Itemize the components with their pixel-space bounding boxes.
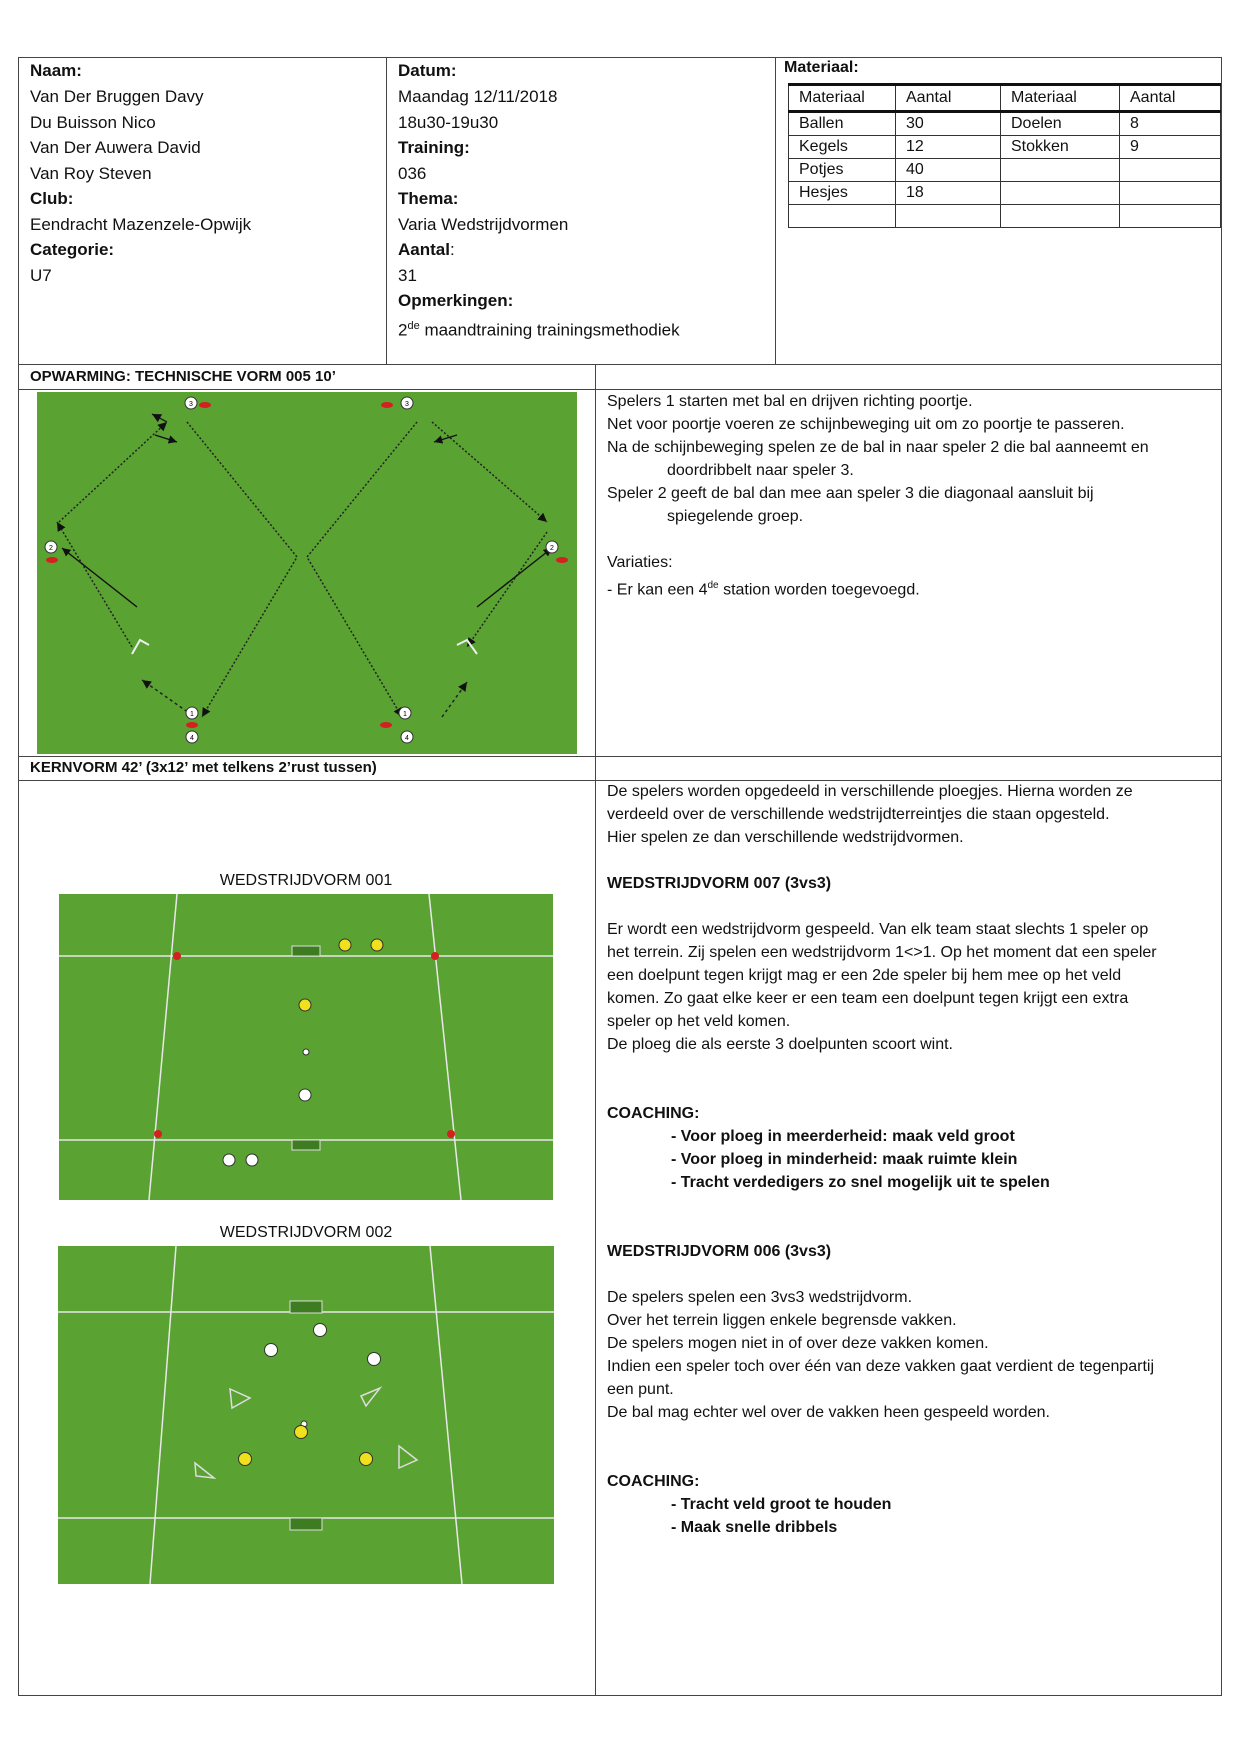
wedstrijdvorm-001-diagram bbox=[59, 894, 553, 1200]
cone bbox=[447, 1130, 455, 1138]
dribble-line bbox=[467, 532, 547, 647]
opwarming-diagram bbox=[37, 392, 577, 754]
zone-triangle bbox=[230, 1389, 250, 1408]
goal bbox=[292, 946, 320, 956]
player-white bbox=[368, 1353, 381, 1366]
dribble-paths bbox=[57, 414, 547, 717]
field-lines bbox=[59, 894, 553, 1200]
desc-line: De spelers spelen een 3vs3 wedstrijdvorm. bbox=[607, 1289, 913, 1306]
grid-line bbox=[18, 57, 19, 1696]
aantal-colon: : bbox=[449, 240, 455, 259]
training-label: Training: bbox=[398, 138, 470, 157]
player-white bbox=[265, 1344, 278, 1357]
coaching-item: - Voor ploeg in meerderheid: maak veld groot bbox=[671, 1128, 1015, 1145]
player-yellow bbox=[371, 939, 383, 951]
fig1-caption: WEDSTRIJDVORM 001 bbox=[219, 872, 393, 889]
player-label: 3 bbox=[405, 401, 409, 408]
desc-line: Over het terrein liggen enkele begrensde vakken. bbox=[607, 1312, 957, 1329]
variatie-line: - Er kan een 4de station worden toegevoegd. bbox=[607, 580, 920, 599]
cone bbox=[173, 952, 181, 960]
player-label: 1 bbox=[403, 711, 407, 718]
grid-line bbox=[18, 57, 1222, 58]
variaties-label: Variaties: bbox=[607, 554, 673, 571]
wv001-field-svg bbox=[59, 894, 553, 1200]
categorie-label: Categorie: bbox=[30, 240, 115, 259]
grid-line bbox=[386, 57, 387, 364]
aantal-value: 31 bbox=[398, 266, 417, 285]
thema-label: Thema: bbox=[398, 189, 459, 208]
desc-line: Hier spelen ze dan verschillende wedstrijdvormen. bbox=[607, 829, 964, 846]
zone-triangle bbox=[399, 1446, 417, 1468]
datum-value: Maandag 12/11/2018 bbox=[398, 87, 558, 106]
aantal-line bbox=[398, 237, 455, 263]
tijd-value: 18u30-19u30 bbox=[398, 113, 499, 132]
desc-line: Er wordt een wedstrijdvorm gespeeld. Van elk team staat slechts 1 speler op bbox=[607, 921, 1149, 938]
cone bbox=[381, 402, 393, 408]
field-line bbox=[429, 894, 461, 1200]
dribble-line bbox=[59, 422, 167, 522]
player-white bbox=[314, 1324, 327, 1337]
coaching-label: COACHING: bbox=[607, 1473, 700, 1490]
desc-line: het terrein. Zij spelen een wedstrijdvorm 1<>1. Op het moment dat een speler bbox=[607, 944, 1157, 961]
player-yellow bbox=[360, 1453, 373, 1466]
cone bbox=[46, 557, 58, 563]
ball bbox=[303, 1049, 309, 1055]
kernvorm-description bbox=[607, 780, 1157, 1539]
name-1: Van Der Bruggen Davy bbox=[30, 87, 204, 106]
opwarming-description bbox=[607, 390, 1149, 601]
player-white bbox=[299, 1089, 311, 1101]
desc-line: Speler 2 geeft de bal dan mee aan speler 3 die diagonaal aansluit bij bbox=[607, 485, 1094, 502]
wedstrijdvorm-002-diagram bbox=[58, 1246, 554, 1584]
desc-line: een punt. bbox=[607, 1381, 674, 1398]
desc-line: De ploeg die als eerste 3 doelpunten scoort wint. bbox=[607, 1036, 953, 1053]
field-lines bbox=[58, 1246, 554, 1584]
desc-line: spiegelende groep. bbox=[667, 508, 804, 525]
name-3: Van Der Auwera David bbox=[30, 138, 201, 157]
pass-line bbox=[155, 435, 177, 442]
player-yellow bbox=[339, 939, 351, 951]
wv007-title: WEDSTRIJDVORM 007 (3vs3) bbox=[607, 875, 832, 892]
grid-line bbox=[18, 756, 1222, 757]
player-label: 1 bbox=[190, 711, 194, 718]
player-label: 2 bbox=[49, 545, 53, 552]
cone bbox=[556, 557, 568, 563]
grid-line bbox=[18, 1695, 1222, 1696]
pass-arrows bbox=[62, 435, 552, 607]
player-label: 2 bbox=[550, 545, 554, 552]
club-value: Eendracht Mazenzele-Opwijk bbox=[30, 215, 252, 234]
aantal-label: Aantal bbox=[398, 240, 450, 259]
desc-line: Net voor poortje voeren ze schijnbeweging uit om zo poortje te passeren. bbox=[607, 416, 1125, 433]
player-yellow bbox=[295, 1426, 308, 1439]
grid-line bbox=[595, 364, 596, 1695]
player-white bbox=[223, 1154, 235, 1166]
header-cell: Materiaal bbox=[789, 85, 896, 112]
field-line bbox=[430, 1246, 462, 1584]
desc-line: Spelers 1 starten met bal en drijven richting poortje. bbox=[607, 393, 973, 410]
desc-line: De bal mag echter wel over de vakken heen gespeeld worden. bbox=[607, 1404, 1050, 1421]
players bbox=[223, 939, 383, 1166]
pass-line bbox=[477, 548, 552, 607]
grid-line bbox=[18, 364, 1222, 365]
dribble-line bbox=[152, 414, 167, 422]
table-row bbox=[789, 205, 1221, 228]
grid-line bbox=[1221, 57, 1222, 1696]
header-cell: Aantal bbox=[1120, 85, 1221, 112]
name-2: Du Buisson Nico bbox=[30, 113, 156, 132]
name-4: Van Roy Steven bbox=[30, 164, 152, 183]
coaching-item: - Voor ploeg in minderheid: maak ruimte klein bbox=[671, 1151, 1018, 1168]
player-yellow bbox=[299, 999, 311, 1011]
player-yellow bbox=[239, 1453, 252, 1466]
datum-label: Datum: bbox=[398, 61, 457, 80]
zone-triangle bbox=[361, 1388, 380, 1406]
player-label: 4 bbox=[405, 735, 409, 742]
materiaal-table bbox=[788, 83, 1221, 228]
players bbox=[45, 397, 558, 743]
opmerkingen-label: Opmerkingen: bbox=[398, 291, 514, 310]
coaching-item: - Tracht veld groot te houden bbox=[671, 1496, 892, 1513]
table-row: Ballen 30 Doelen 8 bbox=[789, 112, 1221, 136]
coaching-item: - Tracht verdedigers zo snel mogelijk uit te spelen bbox=[671, 1174, 1050, 1191]
desc-line: Na de schijnbeweging spelen ze de bal in naar speler 2 die bal aanneemt en bbox=[607, 439, 1149, 456]
desc-line: De spelers worden opgedeeld in verschillende ploegjes. Hierna worden ze bbox=[607, 783, 1133, 800]
coaching-label: COACHING: bbox=[607, 1105, 700, 1122]
coaching-item: - Maak snelle dribbels bbox=[671, 1519, 838, 1536]
opwarming-drill-svg bbox=[37, 392, 577, 754]
desc-line: speler op het veld komen. bbox=[607, 1013, 791, 1030]
dribble-line bbox=[442, 682, 467, 717]
cones bbox=[154, 952, 455, 1138]
player-white bbox=[246, 1154, 258, 1166]
zone-triangle bbox=[195, 1463, 214, 1478]
opmerkingen-value: 2de maandtraining trainingsmethodiek bbox=[398, 320, 680, 340]
dribble-line bbox=[142, 680, 192, 715]
opwarming-title: OPWARMING: TECHNISCHE VORM 005 10’ bbox=[30, 368, 336, 385]
categorie-value: U7 bbox=[30, 266, 52, 285]
cones bbox=[46, 402, 568, 728]
training-value: 036 bbox=[398, 164, 427, 183]
desc-line: doordribbelt naar speler 3. bbox=[667, 462, 854, 479]
gates bbox=[132, 640, 477, 654]
header-cell: Materiaal bbox=[1001, 85, 1120, 112]
dribble-line bbox=[187, 422, 297, 717]
cone bbox=[154, 1130, 162, 1138]
dribble-line bbox=[307, 422, 417, 717]
player-label: 3 bbox=[189, 401, 193, 408]
thema-value: Varia Wedstrijdvormen bbox=[398, 215, 569, 234]
players bbox=[239, 1324, 381, 1466]
goal bbox=[292, 1140, 320, 1150]
materiaal-label: Materiaal: bbox=[784, 59, 859, 76]
pass-line bbox=[62, 548, 137, 607]
desc-line: komen. Zo gaat elke keer er een team een doelpunt tegen krijgt een extra bbox=[607, 990, 1129, 1007]
field-line bbox=[149, 894, 177, 1200]
table-row: Kegels 12 Stokken 9 bbox=[789, 136, 1221, 159]
table-row: Hesjes 18 bbox=[789, 182, 1221, 205]
dribble-line bbox=[57, 522, 132, 647]
goal bbox=[290, 1518, 322, 1530]
goal bbox=[290, 1301, 322, 1313]
kernvorm-title: KERNVORM 42’ (3x12’ met telkens 2’rust tussen) bbox=[30, 759, 377, 776]
club-label: Club: bbox=[30, 189, 74, 208]
desc-line: Indien een speler toch over één van deze vakken gaat verdient de tegenpartij bbox=[607, 1358, 1155, 1375]
grid-line bbox=[775, 57, 776, 364]
fig2-caption: WEDSTRIJDVORM 002 bbox=[219, 1224, 393, 1241]
desc-line: verdeeld over de verschillende wedstrijdterreintjes die staan opgesteld. bbox=[607, 806, 1110, 823]
player-label: 4 bbox=[190, 735, 194, 742]
header-cell: Aantal bbox=[896, 85, 1001, 112]
table-row: Potjes 40 bbox=[789, 159, 1221, 182]
cone bbox=[186, 722, 198, 728]
gate bbox=[132, 640, 149, 654]
desc-line: De spelers mogen niet in of over deze vakken komen. bbox=[607, 1335, 989, 1352]
wv002-field-svg bbox=[58, 1246, 554, 1584]
cone bbox=[431, 952, 439, 960]
desc-line: een doelpunt tegen krijgt mag er een 2de speler bij hem mee op het veld bbox=[607, 967, 1122, 984]
cone bbox=[380, 722, 392, 728]
field-line bbox=[150, 1246, 176, 1584]
materiaal-header-row bbox=[789, 85, 1221, 112]
naam-label: Naam: bbox=[30, 61, 82, 80]
cone bbox=[199, 402, 211, 408]
wv006-title: WEDSTRIJDVORM 006 (3vs3) bbox=[607, 1243, 832, 1260]
